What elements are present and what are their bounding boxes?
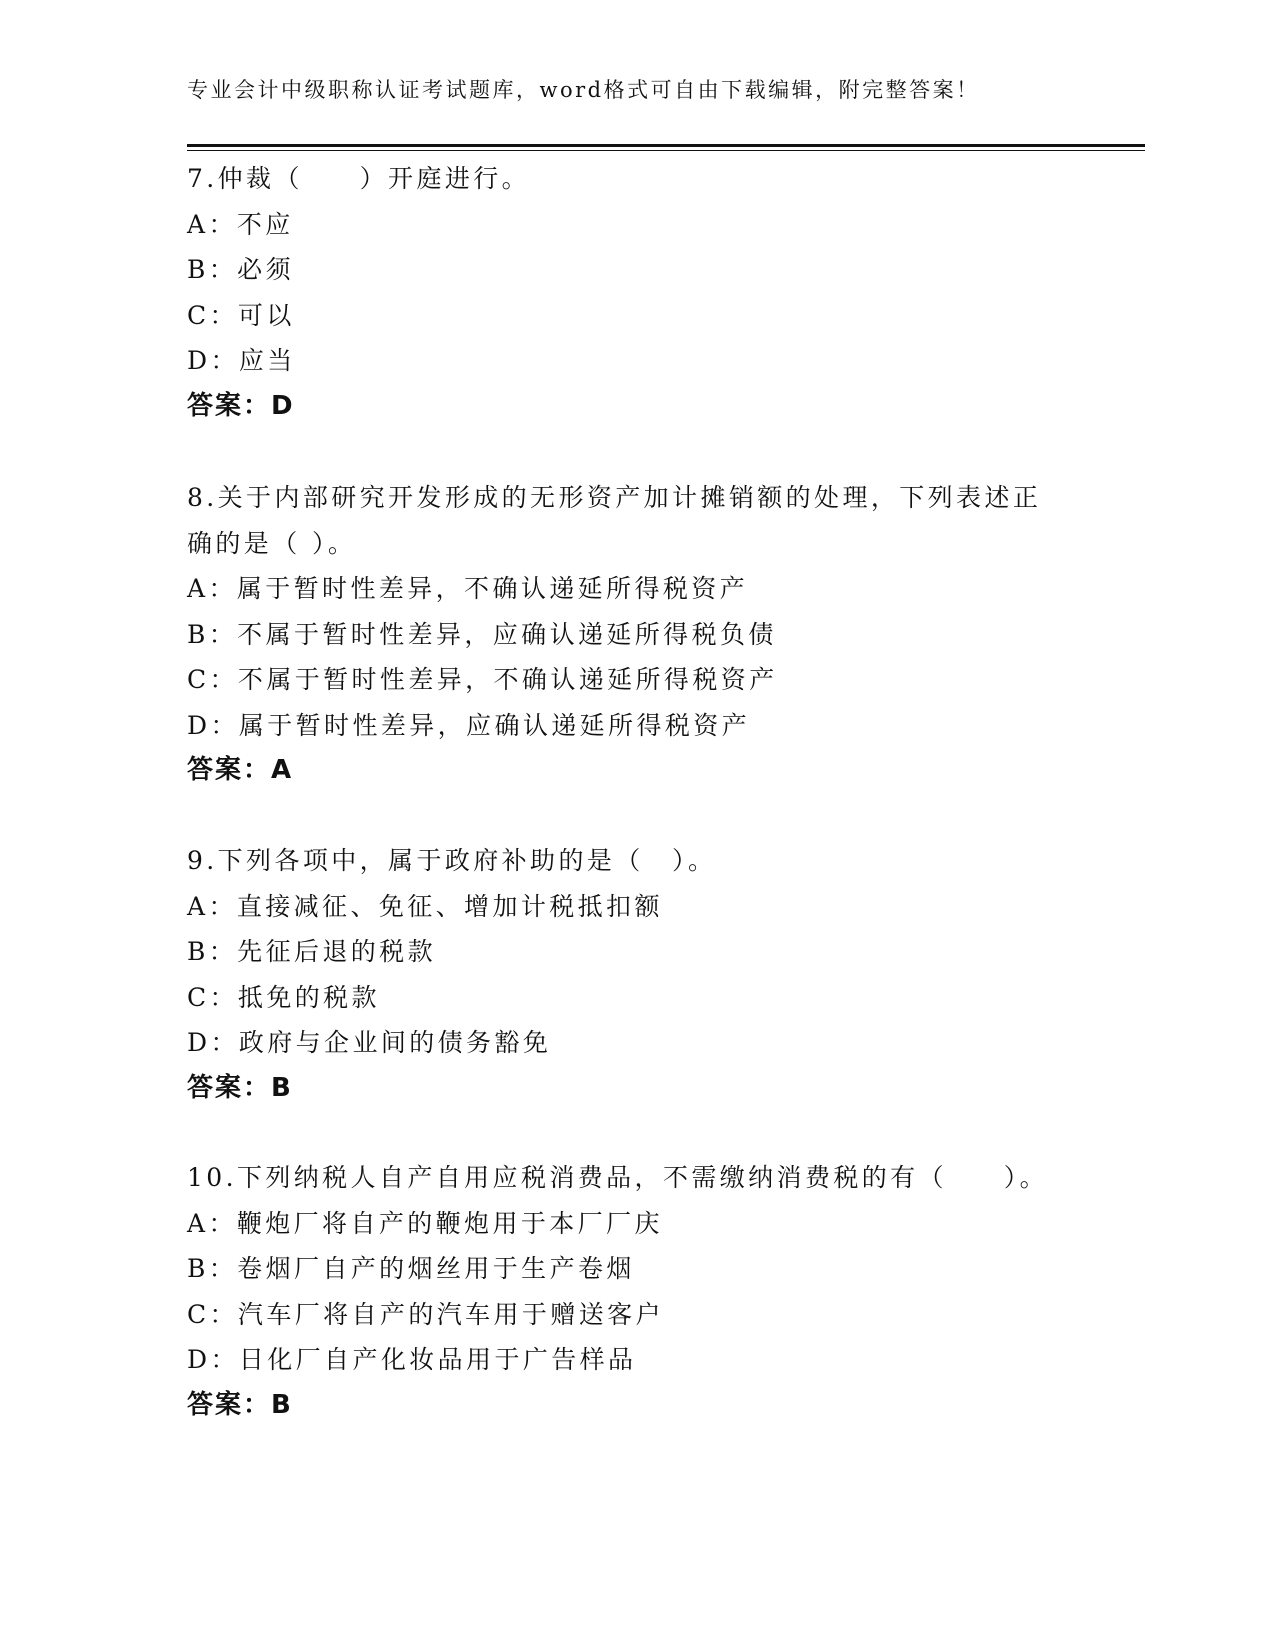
option-d: D：政府与企业间的债务豁免 bbox=[187, 1028, 552, 1057]
question-7 bbox=[187, 156, 1087, 429]
option-a: A：属于暂时性差异，不确认递延所得税资产 bbox=[187, 574, 749, 603]
option-c: C：抵免的税款 bbox=[187, 982, 380, 1012]
answer-line: 答案：B bbox=[187, 1072, 293, 1103]
question-8 bbox=[187, 475, 1087, 794]
option-b: B：不属于暂时性差异，应确认递延所得税负债 bbox=[187, 619, 777, 649]
header-divider-thin bbox=[187, 150, 1145, 151]
question-stem: 8.关于内部研究开发形成的无形资产加计摊销额的处理，下列表述正 bbox=[187, 483, 1042, 512]
question-9 bbox=[187, 838, 1087, 1111]
option-d: D：日化厂自产化妆品用于广告样品 bbox=[187, 1345, 637, 1374]
option-d: D：属于暂时性差异，应确认递延所得税资产 bbox=[187, 710, 751, 740]
option-d: D：应当 bbox=[187, 346, 296, 375]
option-b: B：先征后退的税款 bbox=[187, 937, 436, 966]
option-a: A：鞭炮厂将自产的鞭炮用于本厂厂庆 bbox=[187, 1208, 663, 1238]
option-a: A：不应 bbox=[187, 209, 294, 239]
question-stem-continued: 确的是（ ）。 bbox=[187, 528, 357, 558]
option-b: B：必须 bbox=[187, 255, 294, 284]
option-b: B：卷烟厂自产的烟丝用于生产卷烟 bbox=[187, 1254, 635, 1283]
option-a: A：直接减征、免征、增加计税抵扣额 bbox=[187, 891, 663, 921]
question-stem: 9.下列各项中，属于政府补助的是（ ）。 bbox=[187, 846, 717, 875]
page-header-text: 专业会计中级职称认证考试题库，word格式可自由下载编辑，附完整答案！ bbox=[187, 78, 980, 102]
answer-line: 答案：B bbox=[187, 1389, 293, 1420]
option-c: C：不属于暂时性差异，不确认递延所得税资产 bbox=[187, 665, 778, 694]
question-stem: 7.仲裁（ ）开庭进行。 bbox=[187, 164, 531, 193]
option-c: C：汽车厂将自产的汽车用于赠送客户 bbox=[187, 1299, 664, 1329]
answer-line: 答案：D bbox=[187, 390, 295, 421]
question-10 bbox=[187, 1155, 1087, 1428]
header-divider-thick bbox=[187, 144, 1145, 147]
answer-line: 答案：A bbox=[187, 755, 294, 785]
question-stem: 10.下列纳税人自产自用应税消费品，不需缴纳消费税的有（ ）。 bbox=[187, 1163, 1049, 1192]
option-c: C：可以 bbox=[187, 300, 295, 330]
